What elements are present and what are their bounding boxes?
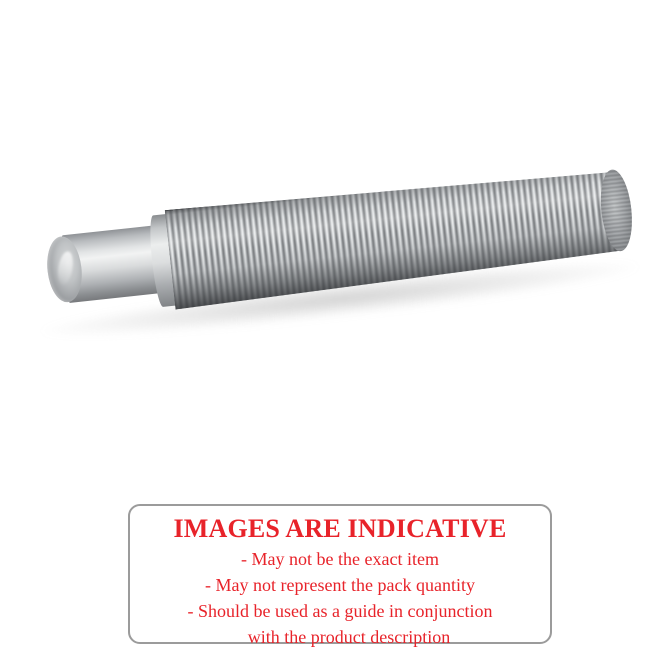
notice-title: IMAGES ARE INDICATIVE xyxy=(173,514,507,543)
notice-line-1: - May not be the exact item xyxy=(241,549,439,569)
pulley-top-edge xyxy=(164,160,623,312)
notice-line-4: with the product description xyxy=(247,627,451,647)
indicative-notice xyxy=(128,504,552,647)
notice-line-3: - Should be used as a guide in conjunction xyxy=(187,601,493,621)
notice-line-2: - May not represent the pack quantity xyxy=(205,575,475,595)
